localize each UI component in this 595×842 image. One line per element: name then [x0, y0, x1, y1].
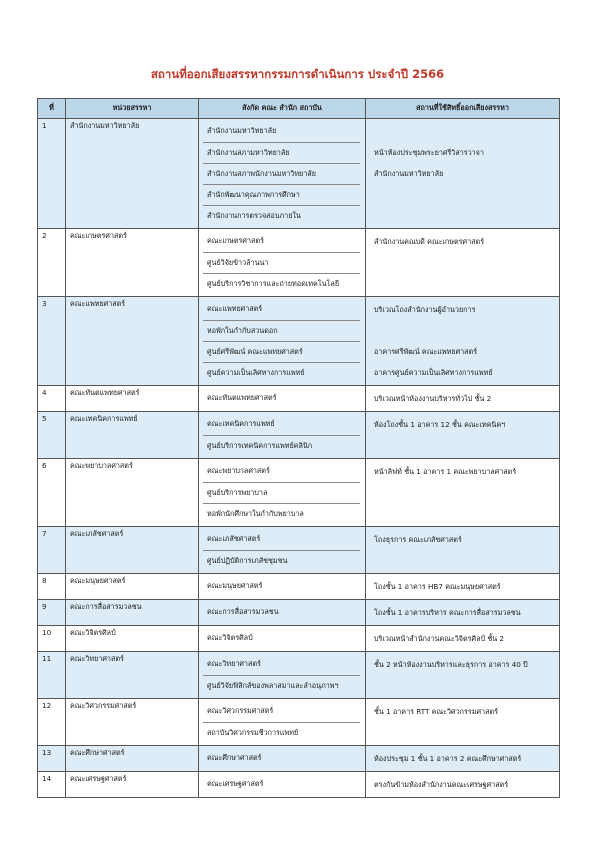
recruiting-unit: คณะวิจิตรศิลป์ [66, 626, 199, 652]
recruiting-unit: คณะวิศวกรรมศาสตร์ [66, 699, 199, 746]
header-affiliation: สังกัด คณะ สำนัก สถาบัน [199, 99, 366, 119]
location-cell [366, 297, 560, 386]
row-number: 11 [38, 652, 66, 699]
location-text: ตรงกันข้ามห้องสำนักงานคณะเศรษฐศาสตร์ [374, 780, 509, 789]
header-location: สถานที่ใช้สิทธิ์ออกเสียงสรรหา [366, 99, 560, 119]
affiliation-cell [199, 459, 366, 527]
location-cell [366, 746, 560, 772]
location-cell [366, 527, 560, 574]
affiliation-item: ศูนย์ปฏิบัติการเภสัชชุมชน [203, 550, 360, 571]
affiliation-item: คณะเศรษฐศาสตร์ [207, 779, 264, 788]
affiliation-item: ศูนย์วิจัยฟิสิกส์ของพลาสมาและลำอนุภาพฯ [203, 675, 360, 696]
row-number: 12 [38, 699, 66, 746]
recruiting-unit: คณะเภสัชศาสตร์ [66, 527, 199, 574]
location-cell [366, 626, 560, 652]
row-number: 8 [38, 574, 66, 600]
table-header-row [38, 99, 560, 119]
recruiting-unit: คณะพยาบาลศาสตร์ [66, 459, 199, 527]
affiliation-cell [199, 746, 366, 772]
location-text: ชั้น 2 หน้าห้องงานบริหารและธุรการ อาคาร 40 ปี [374, 660, 528, 669]
page-title: สถานที่ออกเสียงสรรหากรรมการดำเนินการ ประจำปี 2566 [150, 67, 445, 81]
recruiting-unit: สำนักงานมหาวิทยาลัย [66, 119, 199, 229]
location-cell [366, 229, 560, 297]
table-row [38, 699, 560, 746]
row-number: 1 [38, 119, 66, 229]
location-text: อาคารศรีพัฒน์ คณะแพทยศาสตร์ [374, 347, 478, 356]
affiliation-item: คณะทันตแพทยศาสตร์ [207, 393, 277, 402]
location-text: บริเวณหน้าสำนักงานคณะวิจิตรศิลป์ ชั้น 2 [374, 634, 504, 643]
location-text: ห้องประชุม 1 ชั้น 1 อาคาร 2 คณะศึกษาศาสตร์ [374, 754, 522, 763]
affiliation-cell [199, 699, 366, 746]
affiliation-item: ศูนย์ศรีพัฒน์ คณะแพทยศาสตร์ [203, 341, 360, 362]
location-text: สำนักงานมหาวิทยาลัย [374, 169, 444, 178]
location-text: บริเวณหน้าห้องงานบริหารทั่วไป ชั้น 2 [374, 394, 492, 403]
table-row [38, 626, 560, 652]
recruiting-unit: คณะมนุษยศาสตร์ [66, 574, 199, 600]
recruiting-unit: คณะเกษตรศาสตร์ [66, 229, 199, 297]
recruiting-unit: คณะศึกษาศาสตร์ [66, 746, 199, 772]
affiliation-item: ศูนย์วิจัยข้าวล้านนา [203, 252, 360, 273]
row-number: 2 [38, 229, 66, 297]
table-row [38, 229, 560, 297]
location-text: โถงชั้น 1 อาคาร HB7 คณะมนุษยศาสตร์ [374, 582, 501, 591]
table-row [38, 297, 560, 386]
affiliation-item: หอพักนักศึกษาในกำกับพยาบาล [203, 503, 360, 524]
location-cell [366, 412, 560, 459]
row-number: 7 [38, 527, 66, 574]
table-body [38, 119, 560, 798]
row-number: 4 [38, 386, 66, 412]
affiliation-cell [199, 772, 366, 798]
row-number: 14 [38, 772, 66, 798]
affiliation-item: คณะเทคนิคการแพทย์ [207, 419, 275, 428]
polling-places-table [37, 98, 560, 798]
table-row [38, 574, 560, 600]
table-row [38, 459, 560, 527]
row-number: 13 [38, 746, 66, 772]
affiliation-item: คณะเภสัชศาสตร์ [207, 534, 261, 543]
table-row [38, 746, 560, 772]
location-text: บริเวณโถงสำนักงานผู้อำนวยการ [374, 305, 476, 314]
affiliation-item: คณะพยาบาลศาสตร์ [207, 466, 270, 475]
affiliation-cell [199, 626, 366, 652]
location-text: อาคารศูนย์ความเป็นเลิศทางการแพทย์ [374, 368, 493, 377]
affiliation-item: สำนักงานมหาวิทยาลัย [207, 126, 277, 135]
affiliation-item: สำนักงานการตรวจสอบภายใน [203, 205, 360, 226]
affiliation-cell [199, 574, 366, 600]
table-row [38, 386, 560, 412]
location-text: หน้าลิฟท์ ชั้น 1 อาคาร 1 คณะพยาบาลศาสตร์ [374, 467, 517, 476]
affiliation-item: ศูนย์บริการวิชาการและถ่ายทอดเทคโนโลยี [203, 273, 360, 294]
table-row [38, 527, 560, 574]
location-cell [366, 600, 560, 626]
location-text: ห้องโถงชั้น 1 อาคาร 12 ชั้น คณะเทคนิคฯ [374, 420, 506, 429]
affiliation-cell [199, 297, 366, 386]
location-text: โถงธุรการ คณะเภสัชศาสตร์ [374, 535, 462, 544]
location-text: ชั้น 1 อาคาร RTT คณะวิศวกรรมศาสตร์ [374, 707, 498, 716]
header-no: ที่ [38, 99, 66, 119]
affiliation-item: หอพักในกำกับสวนดอก [203, 320, 360, 341]
location-cell [366, 699, 560, 746]
row-number: 9 [38, 600, 66, 626]
affiliation-item: คณะการสื่อสารมวลชน [207, 607, 279, 616]
recruiting-unit: คณะเทคนิคการแพทย์ [66, 412, 199, 459]
recruiting-unit: คณะการสื่อสารมวลชน [66, 600, 199, 626]
table-row [38, 119, 560, 229]
location-cell [366, 459, 560, 527]
row-number: 10 [38, 626, 66, 652]
affiliation-item: คณะวิทยาศาสตร์ [207, 659, 261, 668]
table-row [38, 600, 560, 626]
affiliation-cell [199, 527, 366, 574]
affiliation-item: คณะวิศวกรรมศาสตร์ [207, 706, 274, 715]
affiliation-item: คณะมนุษยศาสตร์ [207, 581, 263, 590]
recruiting-unit: คณะวิทยาศาสตร์ [66, 652, 199, 699]
table-row [38, 652, 560, 699]
affiliation-item: สำนักงานสภาพนักงานมหาวิทยาลัย [203, 163, 360, 184]
row-number: 5 [38, 412, 66, 459]
location-cell [366, 386, 560, 412]
affiliation-item: คณะแพทยศาสตร์ [207, 304, 263, 313]
affiliation-item: คณะเกษตรศาสตร์ [207, 236, 264, 245]
location-text: สำนักงานคณบดี คณะเกษตรศาสตร์ [374, 237, 485, 246]
location-text: โถงชั้น 1 อาคารบริหาร คณะการสื่อสารมวลชน [374, 608, 521, 617]
affiliation-item: คณะวิจิตรศิลป์ [207, 633, 253, 642]
affiliation-item: ศูนย์ความเป็นเลิศทางการแพทย์ [203, 362, 360, 383]
recruiting-unit: คณะแพทยศาสตร์ [66, 297, 199, 386]
row-number: 6 [38, 459, 66, 527]
table-row [38, 772, 560, 798]
location-text: หน้าห้องประชุมพระยาศรีวิสารวาจา [374, 148, 484, 157]
affiliation-item: สำนักพัฒนาคุณภาพการศึกษา [203, 184, 360, 205]
location-cell [366, 772, 560, 798]
affiliation-cell [199, 119, 366, 229]
affiliation-item: ศูนย์บริการพยาบาล [203, 482, 360, 503]
header-unit: หน่วยสรรหา [66, 99, 199, 119]
location-cell [366, 119, 560, 229]
affiliation-cell [199, 229, 366, 297]
row-number: 3 [38, 297, 66, 386]
affiliation-item: สำนักงานสภามหาวิทยาลัย [203, 142, 360, 163]
affiliation-item: ศูนย์บริการเทคนิคการแพทย์คลินิก [203, 435, 360, 456]
location-cell [366, 574, 560, 600]
affiliation-cell [199, 652, 366, 699]
location-cell [366, 652, 560, 699]
table-row [38, 412, 560, 459]
affiliation-cell [199, 412, 366, 459]
recruiting-unit: คณะเศรษฐศาสตร์ [66, 772, 199, 798]
affiliation-cell [199, 600, 366, 626]
recruiting-unit: คณะทันตแพทยศาสตร์ [66, 386, 199, 412]
affiliation-cell [199, 386, 366, 412]
affiliation-item: คณะศึกษาศาสตร์ [207, 753, 262, 762]
affiliation-item: สถาบันวิศวกรรมชีวการแพทย์ [203, 722, 360, 743]
